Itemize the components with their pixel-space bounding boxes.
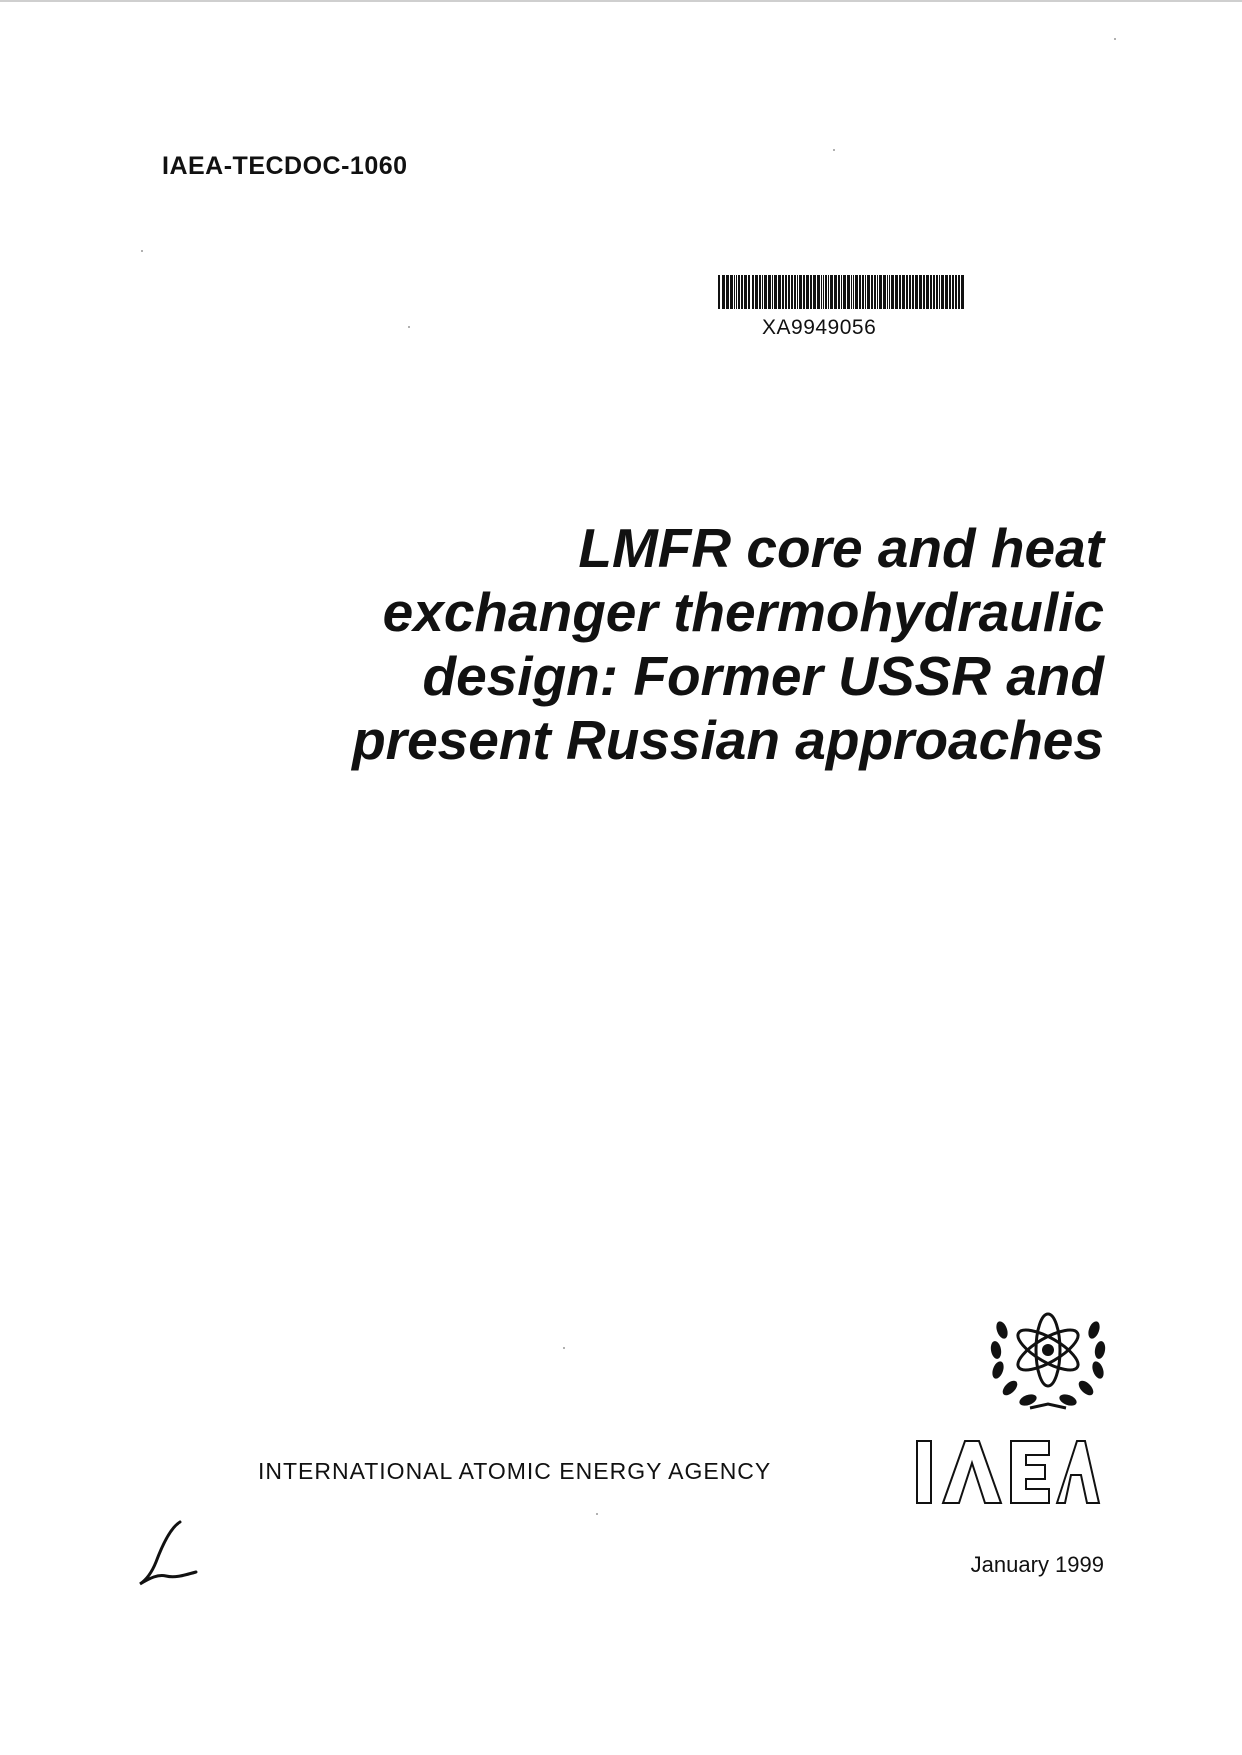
- barcode-bar: [955, 275, 957, 309]
- barcode-bar: [806, 275, 809, 309]
- barcode-number: XA9949056: [762, 316, 877, 339]
- barcode-bar: [734, 275, 735, 309]
- barcode-bar: [879, 275, 882, 309]
- barcode-bar: [744, 275, 747, 309]
- barcode-bar: [778, 275, 781, 309]
- barcode-bar: [847, 275, 850, 309]
- barcode-bar: [755, 275, 758, 309]
- barcode-bar: [748, 275, 750, 309]
- barcode-bar: [774, 275, 777, 309]
- barcode-bar: [752, 275, 754, 309]
- barcode-bar: [926, 275, 929, 309]
- barcode-bar: [961, 275, 964, 309]
- barcode-bar: [828, 275, 829, 309]
- title-line-1: LMFR core and heat: [578, 517, 1104, 579]
- publication-date: January 1999: [970, 1552, 1104, 1577]
- barcode-bar: [853, 275, 854, 309]
- barcode-bar: [891, 275, 894, 309]
- barcode-bar: [834, 275, 837, 309]
- barcode-bar: [912, 275, 914, 309]
- barcode-bar: [945, 275, 948, 309]
- barcode-bar: [919, 275, 922, 309]
- scan-speck: [563, 1347, 565, 1349]
- barcode-bar: [759, 275, 761, 309]
- agency-name: INTERNATIONAL ATOMIC ENERGY AGENCY: [258, 1458, 772, 1484]
- barcode-icon: [718, 275, 968, 309]
- barcode-bar: [889, 275, 890, 309]
- barcode-bar: [952, 275, 954, 309]
- barcode-bar: [794, 275, 796, 309]
- barcode-bar: [867, 275, 870, 309]
- barcode-bar: [933, 275, 935, 309]
- barcode-bar: [841, 275, 842, 309]
- barcode-bar: [823, 275, 824, 309]
- barcode-bar: [949, 275, 951, 309]
- barcode-bar: [741, 275, 743, 309]
- iaea-logo-icon: [913, 1437, 1101, 1507]
- barcode-bar: [768, 275, 771, 309]
- barcode-bar: [799, 275, 802, 309]
- barcode-bar: [874, 275, 876, 309]
- barcode-bar: [899, 275, 901, 309]
- barcode-bar: [855, 275, 858, 309]
- barcode-bar: [785, 275, 787, 309]
- barcode-bar: [718, 275, 720, 309]
- barcode-bar: [887, 275, 888, 309]
- barcode-bar: [726, 275, 729, 309]
- barcode-bar: [843, 275, 846, 309]
- barcode-bar: [883, 275, 886, 309]
- barcode-bar: [902, 275, 905, 309]
- scan-speck: [1114, 38, 1116, 40]
- barcode-bar: [909, 275, 911, 309]
- iaea-emblem-icon: [980, 1300, 1116, 1420]
- barcode-bar: [782, 275, 784, 309]
- barcode-bar: [722, 275, 725, 309]
- barcode-bar: [738, 275, 740, 309]
- page-top-rule: [0, 0, 1242, 2]
- document-id: IAEA-TECDOC-1060: [162, 152, 408, 180]
- barcode-bar: [762, 275, 763, 309]
- barcode-bar: [788, 275, 790, 309]
- title-line-4: present Russian approaches: [352, 709, 1104, 771]
- barcode-bar: [791, 275, 793, 309]
- barcode-bar: [941, 275, 944, 309]
- barcode-bar: [813, 275, 816, 309]
- barcode-bar: [772, 275, 773, 309]
- barcode-bar: [810, 275, 812, 309]
- barcode-bar: [797, 275, 798, 309]
- title-line-3: design: Former USSR and: [422, 645, 1104, 707]
- barcode-bar: [930, 275, 932, 309]
- barcode: [718, 275, 968, 309]
- barcode-bar: [817, 275, 820, 309]
- barcode-bar: [764, 275, 767, 309]
- barcode-bar: [821, 275, 822, 309]
- barcode-bar: [906, 275, 908, 309]
- handwritten-initial-icon: [136, 1518, 200, 1588]
- barcode-bar: [923, 275, 925, 309]
- barcode-bar: [859, 275, 861, 309]
- scan-speck: [833, 149, 835, 151]
- barcode-bar: [915, 275, 918, 309]
- document-title: [204, 516, 1104, 772]
- barcode-bar: [862, 275, 864, 309]
- barcode-bar: [877, 275, 878, 309]
- barcode-bar: [825, 275, 827, 309]
- barcode-bar: [865, 275, 866, 309]
- barcode-bar: [830, 275, 833, 309]
- barcode-bar: [871, 275, 873, 309]
- barcode-bar: [838, 275, 840, 309]
- title-line-2: exchanger thermohydraulic: [382, 581, 1104, 643]
- barcode-bar: [736, 275, 737, 309]
- barcode-bar: [939, 275, 940, 309]
- scan-speck: [408, 326, 410, 328]
- scan-speck: [141, 250, 143, 252]
- barcode-bar: [936, 275, 938, 309]
- barcode-bar: [803, 275, 805, 309]
- barcode-bar: [851, 275, 852, 309]
- barcode-bar: [958, 275, 960, 309]
- scan-speck: [596, 1513, 598, 1515]
- barcode-bar: [895, 275, 898, 309]
- barcode-bar: [730, 275, 733, 309]
